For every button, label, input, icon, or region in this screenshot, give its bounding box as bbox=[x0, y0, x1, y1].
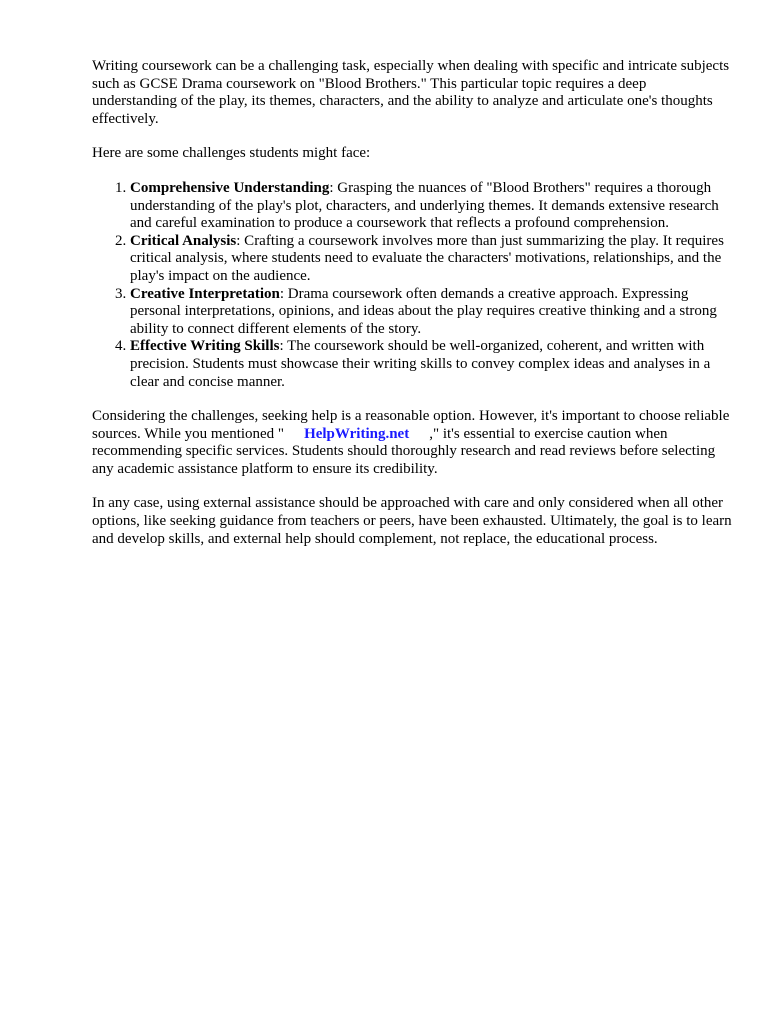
intro-paragraph: Writing coursework can be a challenging task, especially when dealing with specific and intricate subjects such as GCSE Drama coursework on "Blood Brothers." This particular topic requires a deep understanding of the play, its themes, characters, and the ability to analyze and articulate one's thoughts effectively. bbox=[92, 58, 730, 127]
document-page bbox=[92, 58, 732, 565]
challenge-term: Creative Interpretation bbox=[130, 285, 280, 302]
challenge-term: Effective Writing Skills bbox=[130, 338, 280, 355]
challenge-text: : Crafting a coursework involves more than just summarizing the play. It requires critical analysis, where students need to evaluate the characters' motivations, relationships, and the play's impact on the audience. bbox=[130, 232, 724, 284]
challenge-text: : The coursework should be well-organized, coherent, and written with precision. Students must showcase their writing skills to convey complex ideas and analyses in a clear and concise manner. bbox=[130, 338, 711, 390]
challenge-text: : Drama coursework often demands a creative approach. Expressing personal interpretations, opinions, and ideas about the play requires creative thinking and a strong ability to connect different elements of the story. bbox=[130, 285, 717, 337]
list-item bbox=[130, 338, 732, 391]
considering-text-after: ," it's essential to exercise caution when recommending specific services. Students should thoroughly research and read reviews before selecting any academic assistance platform to ensure its credibility. bbox=[92, 425, 716, 477]
helpwriting-link[interactable]: HelpWriting.net bbox=[304, 425, 410, 442]
challenges-lead: Here are some challenges students might face: bbox=[92, 145, 371, 162]
list-item bbox=[130, 286, 732, 339]
list-item bbox=[130, 180, 732, 233]
considering-paragraph bbox=[92, 408, 732, 478]
challenge-term: Comprehensive Understanding bbox=[130, 179, 330, 196]
challenge-text: : Grasping the nuances of "Blood Brothers" requires a thorough understanding of the play's plot, characters, and underlying themes. It demands extensive research and careful examination to produce a coursework that reflects a profound comprehension. bbox=[130, 179, 719, 232]
list-item bbox=[130, 233, 732, 286]
challenge-term: Critical Analysis bbox=[130, 232, 237, 249]
considering-text-before: Considering the challenges, seeking help is a reasonable option. However, it's important to choose reliable sources. While you mentioned " bbox=[92, 408, 730, 442]
conclusion-paragraph: In any case, using external assistance should be approached with care and only considered when all other options, like seeking guidance from teachers or peers, have been exhausted. Ultimately, the goal is to learn and develop skills, and external help should complement, not replace, the educational process. bbox=[92, 495, 732, 547]
challenges-list bbox=[92, 180, 732, 391]
